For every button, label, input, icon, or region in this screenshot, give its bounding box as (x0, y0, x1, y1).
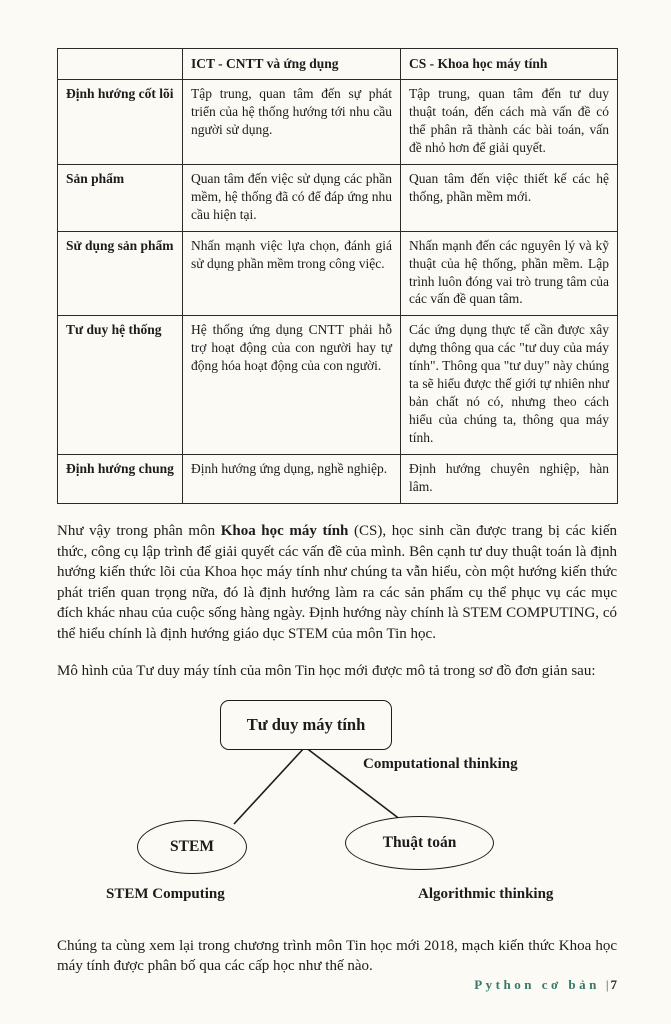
cell-cs: Tập trung, quan tâm đến tư duy thuật toán, đến cách mà vấn đề có thể phân rã thành các bài toán, vấn đề nhỏ hơn để giải quyết. (401, 79, 618, 164)
cell-ict: Quan tâm đến việc sử dụng các phần mềm, hệ thống đã có để đáp ứng nhu cầu hiện tại. (183, 164, 401, 231)
paragraph-model-intro: Mô hình của Tư duy máy tính của môn Tin học mới được mô tả trong sơ đồ đơn giản sau: (57, 663, 596, 680)
table-header-cs: CS - Khoa học máy tính (401, 49, 618, 80)
cell-ict: Nhấn mạnh việc lựa chọn, đánh giá sử dụng phần mềm trong công việc. (183, 231, 401, 316)
cell-ict: Định hướng ứng dụng, nghề nghiệp. (183, 455, 401, 504)
table-row (58, 231, 618, 316)
cell-cs: Định hướng chuyên nghiệp, hàn lâm. (401, 455, 618, 504)
row-label: Tư duy hệ thống (58, 316, 183, 455)
table-header-row (58, 49, 618, 80)
table-header-empty (58, 49, 183, 80)
table-row (58, 316, 618, 455)
table-header-ict: ICT - CNTT và ứng dụng (183, 49, 401, 80)
computational-thinking-diagram (0, 690, 671, 932)
table-row (58, 79, 618, 164)
page-footer (474, 977, 617, 993)
row-label: Định hướng cốt lõi (58, 79, 183, 164)
paragraph-text: (CS), học sinh cần được trang bị các kiến thức, công cụ lập trình để giải quyết các vấn đề của mình. Bên cạnh tư duy thuật toán là định hướng kiến thức lõi của Khoa học máy tính như chúng ta vẫn hiểu, còn một hướng kiến thức phát triển quan trọng nữa, đó là định hướng làm ra các sản phẩm cụ thể phục vụ các mục đích khác nhau của cuộc sống hàng ngày. Định hướng này chính là STEM COMPUTING, có thể hiểu chính là định hướng giáo dục STEM của môn Tin học. (57, 523, 617, 642)
cell-cs: Các ứng dụng thực tế cần được xây dựng thông qua các "tư duy của máy tính". Thông qua "tư duy" này chúng ta sẽ hiểu được thế giới tự nhiên như bản chất nó có, nhưng theo cách hiểu của chúng ta, thông qua máy tính. (401, 316, 618, 455)
row-label: Sản phẩm (58, 164, 183, 231)
cell-ict: Tập trung, quan tâm đến sự phát triển của hệ thống hướng tới nhu cầu người sử dụng. (183, 79, 401, 164)
bold-term-khoa-hoc-may-tinh: Khoa học máy tính (220, 523, 349, 540)
cell-ict: Hệ thống ứng dụng CNTT phải hỗ trợ hoạt động của con người hay tự động hóa hoạt động của con người. (183, 316, 401, 455)
footer-page-number: 7 (610, 977, 617, 992)
row-label: Định hướng chung (58, 455, 183, 504)
row-label: Sử dụng sản phẩm (58, 231, 183, 316)
cell-cs: Nhấn mạnh đến các nguyên lý và kỹ thuật của hệ thống, phần mềm. Lập trình luôn đóng vai trò trung tâm của các vấn đề quan tâm. (401, 231, 618, 316)
footer-book-title: Python cơ bản (474, 977, 600, 992)
diagram-node-thuat-toan: Thuật toán (345, 816, 494, 870)
ict-cs-comparison-table (57, 48, 618, 504)
cell-cs: Quan tâm đến việc thiết kế các hệ thống, phần mềm mới. (401, 164, 618, 231)
diagram-caption-computational-thinking: Computational thinking (363, 755, 518, 772)
diagram-caption-stem-computing: STEM Computing (106, 885, 225, 902)
paragraph-curriculum: Chúng ta cùng xem lại trong chương trình môn Tin học mới 2018, mạch kiến thức Khoa học máy tính được phân bố qua các cấp học như thế nào. (57, 937, 617, 975)
table-row (58, 164, 618, 231)
table-row (58, 455, 618, 504)
paragraph-cs-summary (57, 521, 617, 644)
diagram-caption-algorithmic-thinking: Algorithmic thinking (418, 885, 554, 902)
diagram-node-tu-duy-may-tinh: Tư duy máy tính (220, 700, 392, 750)
footer-separator: | (605, 977, 609, 992)
paragraph-text: Như vậy trong phân môn (57, 523, 221, 540)
diagram-node-stem: STEM (137, 820, 247, 874)
